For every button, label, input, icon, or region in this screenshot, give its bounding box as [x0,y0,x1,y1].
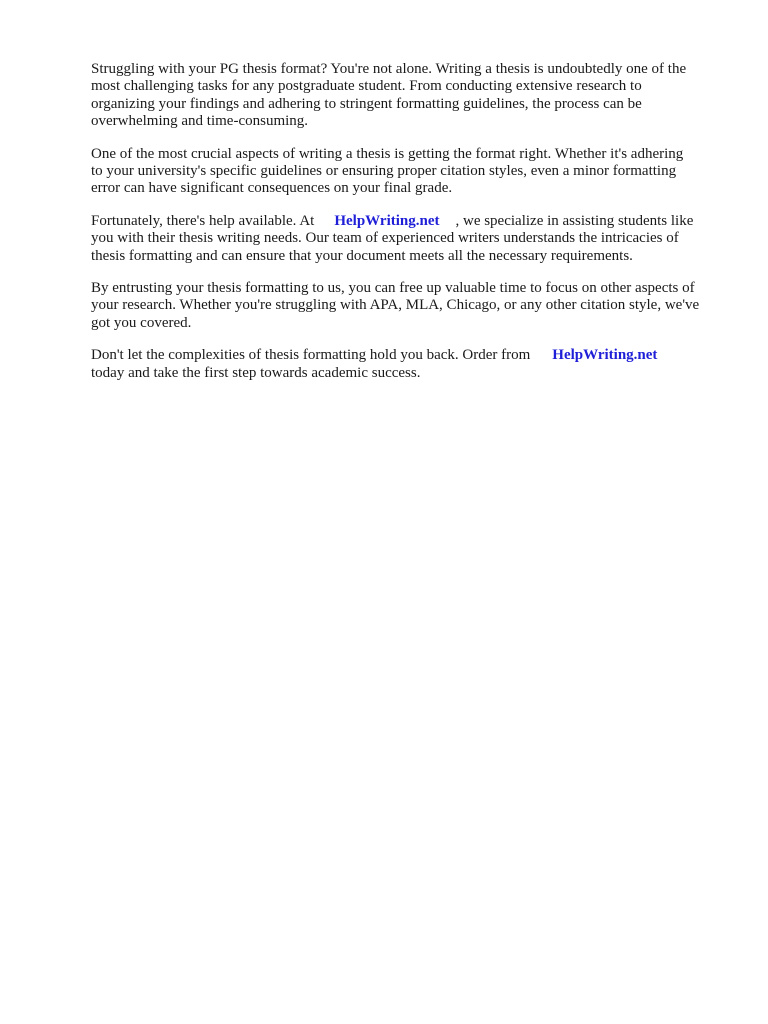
paragraph-intro: Struggling with your PG thesis format? You're not alone. Writing a thesis is undoubtedly one of the most challenging tasks for any postgraduate student. From conducting extensive research to organizing your findings and adhering to stringent formatting guidelines, the process can be overwhelming and time-consuming. [91,61,687,130]
paragraph-cta-text-before: Don't let the complexities of thesis formatting hold you back. Order from [91,347,531,364]
paragraph-help-text-before: Fortunately, there's help available. At [91,212,315,229]
paragraph-format-importance: One of the most crucial aspects of writing a thesis is getting the format right. Whether it's adhering to your university's specific guidelines or ensuring proper citation styles, even a minor formatting error can have significant consequences on your final grade. [91,145,684,197]
helpwriting-link-2[interactable]: HelpWriting.net [552,347,658,364]
paragraph-help-available [91,213,731,265]
helpwriting-link-1[interactable]: HelpWriting.net [334,212,440,229]
paragraph-cta-text-after: today and take the first step towards academic success. [91,364,421,381]
paragraph-help-text-after: , we specialize in assisting students like you with their thesis writing needs. Our team of experienced writers understands the intricacies of thesis formatting and can ensure that your document meets all the necessary requirements. [91,212,694,264]
document-body [91,61,731,397]
paragraph-entrusting: By entrusting your thesis formatting to us, you can free up valuable time to focus on other aspects of your research. Whether you're struggling with APA, MLA, Chicago, or any other citation style, we've got you covered. [91,280,700,331]
paragraph-call-to-action [91,347,731,382]
